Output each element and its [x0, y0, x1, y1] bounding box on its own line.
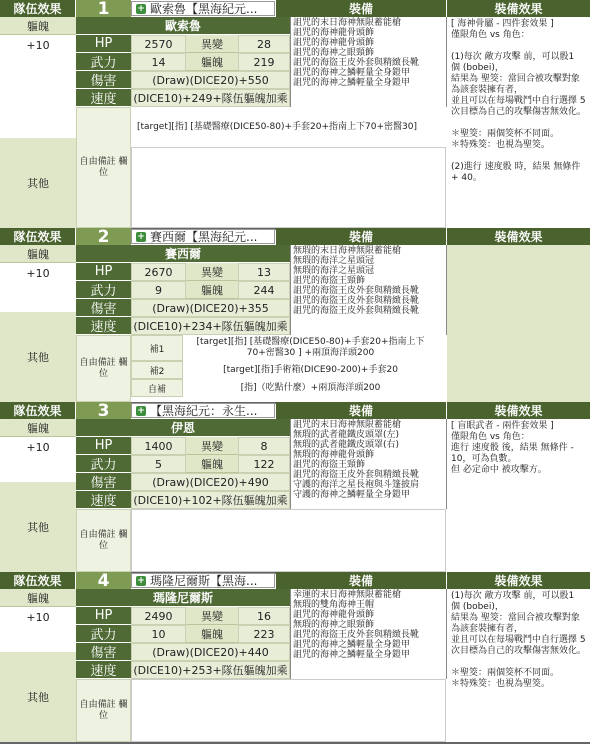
other-label: 其他 — [0, 138, 76, 228]
character-block-2 — [0, 228, 590, 404]
character-number: 3 — [76, 402, 131, 419]
atk-sub-label: 軀魄 — [186, 455, 238, 473]
hp-value: 2490 — [131, 607, 186, 625]
speed-label: 速度 — [76, 317, 131, 335]
atk-sub-label: 軀魄 — [186, 625, 238, 643]
hp-sub-value: 8 — [238, 437, 290, 455]
equipment-header: 裝備 — [276, 0, 447, 17]
atk-sub-value: 244 — [238, 281, 290, 299]
other-label: 其他 — [0, 312, 76, 402]
character-title: 歐索魯【黑海紀元... — [150, 2, 258, 16]
character-title: 【黑海紀元：永生... — [150, 404, 258, 418]
damage-value: (Draw)(DICE20)+550 — [131, 71, 290, 89]
hp-label: HP — [76, 263, 131, 281]
sub2-text: [target][指]手術箱(DICE90-200)+手套20 — [183, 361, 438, 379]
character-number: 1 — [76, 0, 131, 17]
atk-sub-value: 223 — [238, 625, 290, 643]
character-name: 賽西爾 — [76, 245, 290, 263]
free-note-label: 自由備註 欄位 — [76, 679, 131, 742]
hp-value: 2670 — [131, 263, 186, 281]
character-title: 瑪隆尼爾斯【黑海... — [150, 574, 258, 588]
equipment-item[interactable]: 詛咒的海盜王皮外套與精緻長靴 — [293, 306, 420, 316]
soul-label: 軀魄 — [0, 419, 76, 437]
equipment-item[interactable]: 詛咒的末日海神無限蓄能槍 — [293, 420, 402, 430]
damage-label: 傷害 — [76, 473, 131, 491]
equipment-list — [290, 419, 447, 509]
equipment-item[interactable]: 無瑕的雙角海神王帽 — [293, 600, 375, 610]
character-name: 瑪隆尼爾斯 — [76, 589, 290, 607]
equipment-item[interactable]: 詛咒的海神之鱗輕量全身鎧甲 — [293, 68, 411, 78]
equipment-item[interactable]: 無瑕的海神之眼頸飾 — [293, 620, 375, 630]
atk-label: 武力 — [76, 625, 131, 643]
equipment-effect-header: 裝備效果 — [447, 402, 590, 419]
soul-bonus: +10 — [0, 607, 76, 640]
equipment-item[interactable]: 詛咒的海盜王頸飾 — [293, 276, 366, 286]
damage-label: 傷害 — [76, 299, 131, 317]
soul-label: 軀魄 — [0, 245, 76, 263]
atk-sub-label: 軀魄 — [186, 53, 238, 71]
equipment-item[interactable]: 守護的海神之鱗輕量全身鎧甲 — [293, 490, 411, 500]
hp-label: HP — [76, 35, 131, 53]
skill-blank — [131, 679, 446, 742]
equipment-item[interactable]: 詛咒的海神龍骨頭飾 — [293, 38, 375, 48]
hp-sub-label: 異變 — [186, 607, 238, 625]
sub1-text: [target][指] [基礎醫療(DICE50-80)+手套20+指南上下70+密醫30 ] +兩頂海洋頭200 — [183, 335, 438, 361]
equipment-item[interactable]: 詛咒的末日海神無限蓄能槍 — [293, 18, 402, 28]
equipment-effect-text: [ 海神骨屬 - 四件套效果 ] 僅限角色 vs 角色： (1)每次 敵方攻擊 前，可以骰1 個 (bobei)， 結果為 聖筊：當回合被攻擊對象為該套裝擁有者， 並且可以在每場戰鬥中自行選擇 5 次目標為自己的攻擊傷害無效化。 ＊聖筊：兩個筊杯不同面。 ＊特殊筊：也視為聖筊。 (2)進行 速度骰 時，結果 無條件 + 40。 — [447, 17, 590, 228]
skill-text: [target][指] [基礎醫療(DICE50-80)+手套20+指南上下70+密醫30] — [131, 107, 446, 147]
equipment-list — [290, 245, 447, 335]
speed-value: (DICE10)+253+隊伍軀魄加乘 — [131, 661, 290, 679]
atk-sub-value: 219 — [238, 53, 290, 71]
equipment-item[interactable]: 無瑕的末日海神無限蓄能槍 — [293, 246, 402, 256]
team-effect-header: 隊伍效果 — [0, 228, 76, 245]
hp-sub-label: 異變 — [186, 437, 238, 455]
damage-value: (Draw)(DICE20)+440 — [131, 643, 290, 661]
character-title: 賽西爾【黑海紀元... — [150, 230, 258, 244]
hp-value: 1400 — [131, 437, 186, 455]
hp-value: 2570 — [131, 35, 186, 53]
hp-sub-label: 異變 — [186, 263, 238, 281]
equipment-list — [290, 17, 447, 107]
speed-label: 速度 — [76, 661, 131, 679]
equipment-item[interactable]: 無瑕的海神龍骨頭飾 — [293, 450, 375, 460]
damage-value: (Draw)(DICE20)+355 — [131, 299, 290, 317]
sub1-label: 補1 — [131, 335, 183, 361]
atk-value: 10 — [131, 625, 186, 643]
equipment-item[interactable]: 詛咒的海盜王皮外套與精緻長靴 — [293, 286, 420, 296]
atk-value: 9 — [131, 281, 186, 299]
soul-bonus: +10 — [0, 437, 76, 470]
damage-label: 傷害 — [76, 643, 131, 661]
equipment-item[interactable]: 詛咒的海神之鱗輕量全身鎧甲 — [293, 640, 411, 650]
hp-sub-value: 16 — [238, 607, 290, 625]
atk-label: 武力 — [76, 281, 131, 299]
hp-label: HP — [76, 607, 131, 625]
team-effect-header: 隊伍效果 — [0, 0, 76, 17]
soul-bonus: +10 — [0, 263, 76, 296]
character-title-link[interactable] — [131, 1, 275, 16]
equipment-item[interactable]: 詛咒的海盜王皮外套與精緻長靴 — [293, 58, 420, 68]
equipment-item[interactable]: 詛咒的海神龍骨頭飾 — [293, 28, 375, 38]
equipment-effect-text — [447, 245, 590, 402]
atk-value: 5 — [131, 455, 186, 473]
equipment-item[interactable]: 詛咒的海盜王頸飾 — [293, 460, 366, 470]
other-label: 其他 — [0, 652, 76, 742]
hp-label: HP — [76, 437, 131, 455]
expand-icon[interactable]: + — [137, 231, 145, 242]
soul-label: 軀魄 — [0, 17, 76, 35]
hp-sub-value: 28 — [238, 35, 290, 53]
character-block-4 — [0, 572, 590, 744]
equipment-item[interactable]: 無瑕的海洋之星頭冠 — [293, 266, 375, 276]
sub3-text: [指]（吃點什麼）+兩頂海洋頭200 — [183, 379, 438, 397]
atk-sub-label: 軀魄 — [186, 281, 238, 299]
soul-label: 軀魄 — [0, 589, 76, 607]
free-note-label: 自由備註 欄位 — [76, 509, 131, 572]
soul-bonus: +10 — [0, 35, 76, 68]
expand-icon[interactable]: + — [137, 405, 145, 416]
skill-blank — [131, 147, 446, 228]
skill-blank — [131, 509, 446, 572]
equipment-effect-text: (1)每次 敵方攻擊 前，可以骰1 個 (bobei)， 結果為 聖筊：當回合被攻擊對象為該套裝擁有者， 並且可以在每場戰鬥中自行選擇 5 次目標為自己的攻擊傷害無效化。 ＊聖筊：兩個筊杯不同面。 ＊特殊筊：也視為聖筊。 — [447, 589, 590, 742]
equipment-list — [290, 589, 447, 679]
speed-value: (DICE10)+234+隊伍軀魄加乘 — [131, 317, 290, 335]
character-number: 2 — [76, 228, 131, 245]
equipment-effect-header: 裝備效果 — [447, 0, 590, 17]
character-title-link[interactable] — [131, 403, 275, 418]
damage-label: 傷害 — [76, 71, 131, 89]
equipment-item[interactable]: 詛咒的海盜王皮外套與精緻長靴 — [293, 296, 420, 306]
equipment-header: 裝備 — [276, 572, 447, 589]
speed-label: 速度 — [76, 89, 131, 107]
equipment-item[interactable]: 無瑕的海洋之星頭冠 — [293, 256, 375, 266]
equipment-item[interactable]: 無瑕的武者龍鐵皮頭罩(右) — [293, 440, 400, 450]
character-title-link[interactable] — [131, 229, 275, 244]
equipment-item[interactable]: 詛咒的海神龍骨頭飾 — [293, 610, 375, 620]
speed-value: (DICE10)+102+隊伍軀魄加乘 — [131, 491, 290, 509]
speed-label: 速度 — [76, 491, 131, 509]
equipment-item[interactable]: 詛咒的海盜王皮外套與精緻長靴 — [293, 630, 420, 640]
equipment-header: 裝備 — [276, 402, 447, 419]
equipment-item[interactable]: 守護的海洋之星長袍與斗篷披肩 — [293, 480, 420, 490]
other-label: 其他 — [0, 482, 76, 572]
hp-sub-value: 13 — [238, 263, 290, 281]
character-block-3 — [0, 402, 590, 574]
hp-sub-label: 異變 — [186, 35, 238, 53]
expand-icon[interactable]: + — [137, 575, 145, 586]
sub3-label: 自補 — [131, 379, 183, 397]
equipment-item[interactable]: 詛咒的海神之鱗輕量全身鎧甲 — [293, 78, 411, 88]
character-name: 歐索魯 — [76, 17, 290, 35]
expand-icon[interactable]: + — [137, 3, 145, 14]
equipment-item[interactable]: 詛咒的海神之眼頸飾 — [293, 48, 375, 58]
speed-value: (DICE10)+249+隊伍軀魄加乘 — [131, 89, 290, 107]
free-note-label: 自由備註 欄位 — [76, 107, 131, 228]
atk-label: 武力 — [76, 455, 131, 473]
equipment-header: 裝備 — [276, 228, 447, 245]
atk-label: 武力 — [76, 53, 131, 71]
character-name: 伊恩 — [76, 419, 290, 437]
equipment-item[interactable]: 詛咒的海盜王皮外套與精緻長靴 — [293, 470, 420, 480]
team-effect-header: 隊伍效果 — [0, 402, 76, 419]
equipment-item[interactable]: 無瑕的武者龍鐵皮頭罩(左) — [293, 430, 400, 440]
equipment-item[interactable]: 幸運的末日海神無限蓄能槍 — [293, 590, 402, 600]
equipment-effect-header: 裝備效果 — [447, 572, 590, 589]
character-title-link[interactable] — [131, 573, 275, 588]
equipment-item[interactable]: 詛咒的海神之鱗輕量全身鎧甲 — [293, 650, 411, 660]
blank-left — [0, 68, 76, 126]
equipment-effect-text: [ 盲眼武者 - 兩件套效果 ] 僅限角色 vs 角色： 進行 速度骰 後，結果 無條件 - 10，可為負數。 但 必定命中 被攻擊方。 — [447, 419, 590, 572]
sub2-label: 補2 — [131, 361, 183, 379]
atk-sub-value: 122 — [238, 455, 290, 473]
equipment-effect-header: 裝備效果 — [447, 228, 590, 245]
character-number: 4 — [76, 572, 131, 589]
free-note-label: 自由備註 欄位 — [76, 335, 131, 402]
damage-value: (Draw)(DICE20)+490 — [131, 473, 290, 491]
atk-value: 14 — [131, 53, 186, 71]
character-block-1 — [0, 0, 590, 230]
team-effect-header: 隊伍效果 — [0, 572, 76, 589]
